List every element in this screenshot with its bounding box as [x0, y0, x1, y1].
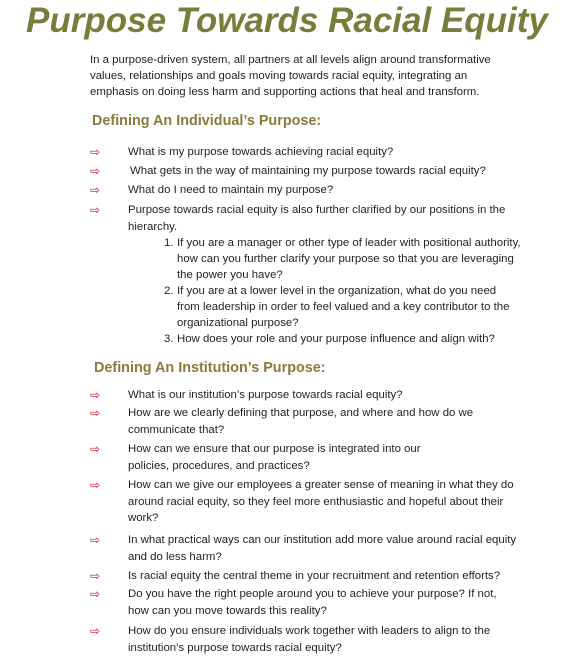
right-arrow-icon: ⇨ — [90, 569, 101, 583]
page-title: Purpose Towards Racial Equity — [26, 1, 548, 40]
right-arrow-icon: ⇨ — [90, 406, 101, 420]
right-arrow-icon: ⇨ — [90, 442, 101, 456]
right-arrow-icon: ⇨ — [90, 203, 101, 217]
right-arrow-icon: ⇨ — [90, 587, 101, 601]
right-arrow-icon: ⇨ — [90, 183, 101, 197]
right-arrow-icon: ⇨ — [90, 533, 101, 547]
right-arrow-icon: ⇨ — [90, 145, 101, 159]
right-arrow-icon: ⇨ — [90, 624, 101, 638]
right-arrow-icon: ⇨ — [90, 388, 101, 402]
section-heading-individual: Defining An Individual’s Purpose: — [92, 113, 322, 129]
right-arrow-icon: ⇨ — [90, 164, 101, 178]
section-heading-institution: Defining An Institution’s Purpose: — [94, 360, 326, 376]
right-arrow-icon: ⇨ — [90, 478, 101, 492]
intro-paragraph: In a purpose-driven system, all partners at all levels align around transformative values, relationships and goals moving towards racial equity, integrating an emphasis on doing less harm and supporting actions that heal and transform. — [90, 54, 491, 98]
